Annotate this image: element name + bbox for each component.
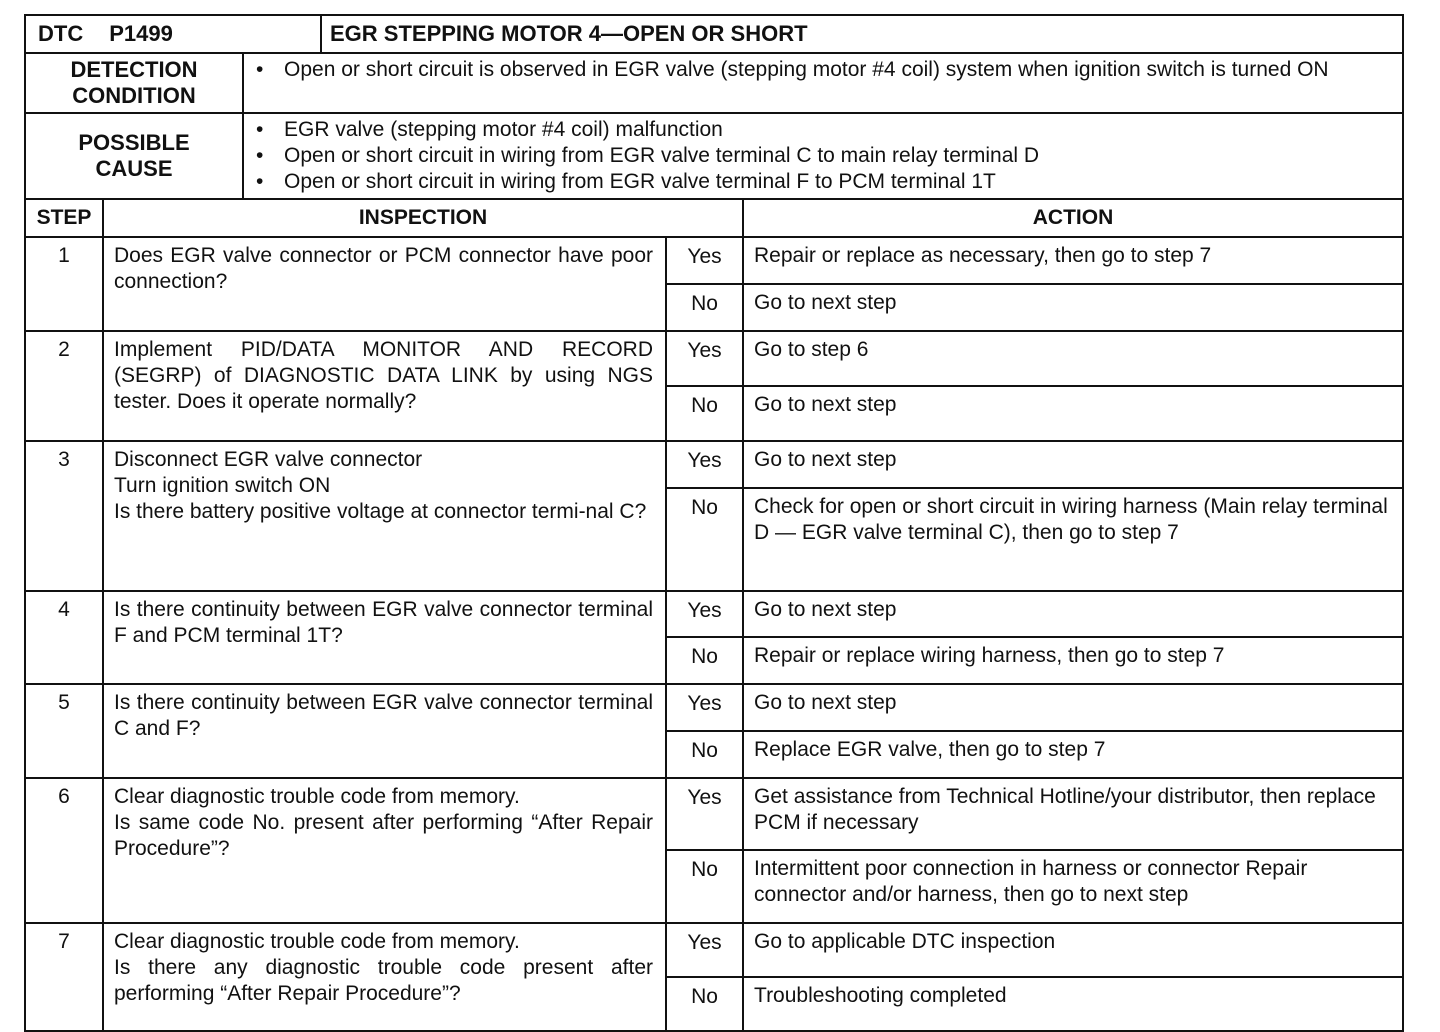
table-row — [25, 441, 1403, 488]
column-header-step: STEP — [25, 199, 103, 237]
inspection-text — [103, 237, 666, 331]
no-action: Troubleshooting completed — [743, 977, 1403, 1031]
inspection-text — [103, 331, 666, 441]
detection-condition-text — [243, 53, 1403, 113]
step-number: 6 — [25, 778, 103, 923]
table-row — [25, 591, 1403, 637]
step-number: 7 — [25, 923, 103, 1031]
no-label: No — [666, 850, 743, 923]
bullet-icon: • — [256, 170, 264, 193]
step-number: 1 — [25, 237, 103, 331]
column-header-row — [25, 199, 1403, 237]
table-row — [25, 684, 1403, 731]
yes-action: Repair or replace as necessary, then go to step 7 — [743, 237, 1403, 284]
yes-label: Yes — [666, 778, 743, 850]
inspection-line: Turn ignition switch ON — [114, 474, 331, 497]
inspection-line: Disconnect EGR valve connector — [114, 448, 423, 471]
list-item: • Open or short circuit in wiring from EGR valve terminal F to PCM terminal 1T — [252, 169, 1392, 195]
step-number: 2 — [25, 331, 103, 441]
yes-action: Go to next step — [743, 684, 1403, 731]
no-label: No — [666, 284, 743, 331]
inspection-line: Clear diagnostic trouble code from memory. — [114, 785, 520, 808]
dtc-code-cell — [25, 15, 321, 53]
inspection-line: Is there any diagnostic trouble code present after performing “After Repair Procedure”? — [114, 956, 653, 1005]
inspection-line: Clear diagnostic trouble code from memory. — [114, 930, 520, 953]
inspection-line: Does EGR valve connector or PCM connector have poor connection? — [114, 244, 653, 293]
yes-label: Yes — [666, 591, 743, 637]
possible-cause-label: POSSIBLE CAUSE — [25, 113, 243, 199]
detection-condition-label: DETECTION CONDITION — [25, 53, 243, 113]
step-number: 5 — [25, 684, 103, 778]
yes-action: Get assistance from Technical Hotline/your distributor, then replace PCM if necessary — [743, 778, 1403, 850]
inspection-line: Is there continuity between EGR valve connector terminal F and PCM terminal 1T? — [114, 598, 653, 647]
bullet-icon: • — [256, 118, 264, 141]
table-row — [25, 923, 1403, 977]
no-action: Go to next step — [743, 284, 1403, 331]
inspection-line: Is there battery positive voltage at connector termi-nal C? — [114, 500, 647, 523]
inspection-text — [103, 441, 666, 591]
possible-cause-row — [25, 113, 1403, 199]
yes-action: Go to step 6 — [743, 331, 1403, 386]
yes-action: Go to applicable DTC inspection — [743, 923, 1403, 977]
inspection-line: Implement PID/DATA MONITOR AND RECORD (SEGRP) of DIAGNOSTIC DATA LINK by using NGS tester. Does it operate normally? — [114, 338, 653, 413]
inspection-steps-table — [24, 198, 1404, 1032]
list-item: • Open or short circuit in wiring from EGR valve terminal C to main relay terminal D — [252, 143, 1392, 169]
inspection-line: Is there continuity between EGR valve connector terminal C and F? — [114, 691, 653, 740]
inspection-text — [103, 923, 666, 1031]
no-label: No — [666, 637, 743, 684]
bullet-icon: • — [256, 58, 264, 81]
yes-label: Yes — [666, 331, 743, 386]
possible-cause-list — [243, 113, 1403, 199]
column-header-inspection: INSPECTION — [103, 199, 743, 237]
no-action: Go to next step — [743, 386, 1403, 441]
yes-label: Yes — [666, 684, 743, 731]
table-row — [25, 331, 1403, 386]
no-action: Check for open or short circuit in wiring harness (Main relay terminal D — EGR valve terminal C), then go to step 7 — [743, 488, 1403, 591]
dtc-header-table — [24, 14, 1404, 200]
no-action: Replace EGR valve, then go to step 7 — [743, 731, 1403, 778]
steps-body — [25, 237, 1403, 1031]
no-action: Repair or replace wiring harness, then go to step 7 — [743, 637, 1403, 684]
no-label: No — [666, 977, 743, 1031]
no-label: No — [666, 731, 743, 778]
no-label: No — [666, 386, 743, 441]
yes-label: Yes — [666, 237, 743, 284]
dtc-code: P1499 — [109, 21, 173, 46]
yes-action: Go to next step — [743, 441, 1403, 488]
step-number: 4 — [25, 591, 103, 684]
list-item: • Open or short circuit is observed in EGR valve (stepping motor #4 coil) system when ignition switch is turned ON — [252, 57, 1392, 83]
inspection-line: Is same code No. present after performing “After Repair Procedure”? — [114, 811, 653, 860]
column-header-action: ACTION — [743, 199, 1403, 237]
no-action: Intermittent poor connection in harness or connector Repair connector and/or harness, then go to next step — [743, 850, 1403, 923]
yes-label: Yes — [666, 441, 743, 488]
yes-label: Yes — [666, 923, 743, 977]
bullet-icon: • — [256, 144, 264, 167]
inspection-text — [103, 778, 666, 923]
dtc-procedure-sheet — [24, 14, 1402, 1032]
yes-action: Go to next step — [743, 591, 1403, 637]
list-item: • EGR valve (stepping motor #4 coil) malfunction — [252, 117, 1392, 143]
step-number: 3 — [25, 441, 103, 591]
inspection-text — [103, 591, 666, 684]
no-label: No — [666, 488, 743, 591]
inspection-text — [103, 684, 666, 778]
dtc-label: DTC — [38, 21, 84, 46]
table-row — [25, 237, 1403, 284]
table-row — [25, 778, 1403, 850]
dtc-title: EGR STEPPING MOTOR 4—OPEN OR SHORT — [321, 15, 1403, 53]
dtc-title-row — [25, 15, 1403, 53]
detection-condition-row — [25, 53, 1403, 113]
